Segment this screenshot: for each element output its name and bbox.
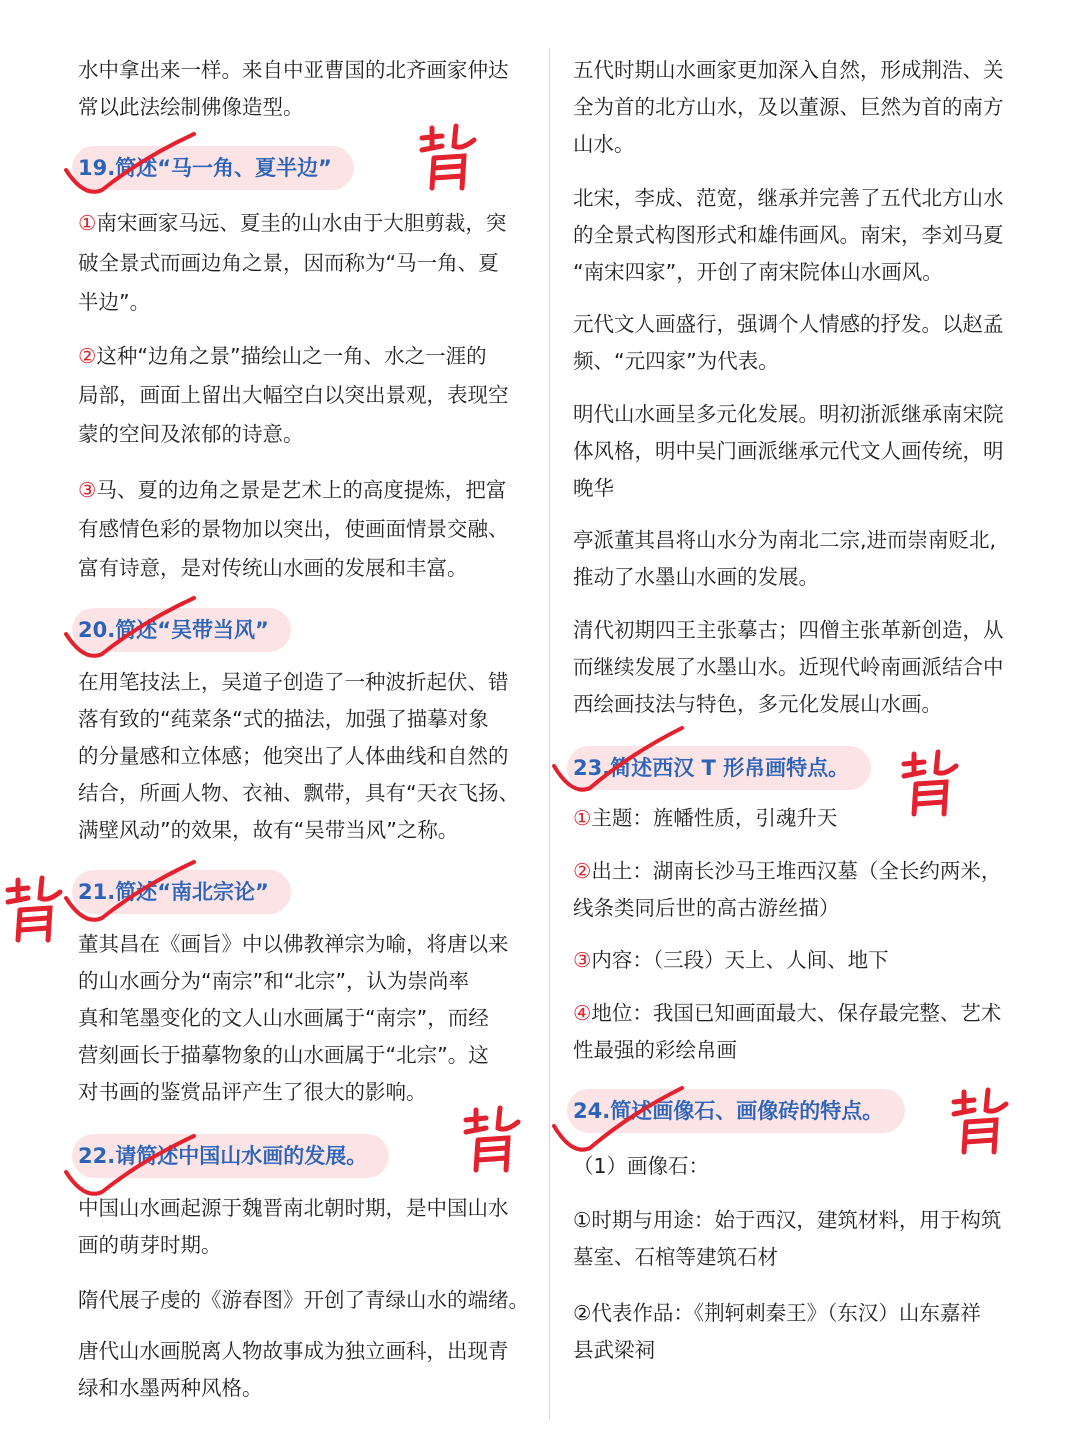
q19-heading: 19.简述“马一角、夏半边” — [72, 146, 354, 190]
q22-p3-line-1: 唐代山水画脱离人物故事成为独立画科，出现青 — [78, 1339, 509, 1363]
q23-heading: 23.简述西汉 T 形帛画特点。 — [567, 746, 871, 790]
dev-p3-line-2: 频、“元四家”为代表。 — [573, 349, 779, 373]
q20-line-1: 在用笔技法上，吴道子创造了一种波折起伏、错 — [78, 670, 509, 694]
q19-p2-line-1 — [78, 338, 487, 375]
q21-line-2: 的山水画分为“南宗”和“北宗”，认为崇尚率 — [78, 969, 469, 993]
q20-line-2: 落有致的“莼菜条“式的描法，加强了描摹对象 — [78, 707, 489, 731]
q23-item-3 — [573, 942, 889, 979]
text: 南宋画家马远、夏圭的山水由于大胆剪裁，突 — [96, 211, 507, 235]
text: 内容：（三段）天上、人间、地下 — [591, 948, 889, 972]
q22-p3-line-2: 绿和水墨两种风格。 — [78, 1376, 263, 1400]
q22-p1-line-1: 中国山水画起源于魏晋南北朝时期，是中国山水 — [78, 1196, 509, 1220]
q22-heading: 22.请简述中国山水画的发展。 — [72, 1134, 389, 1178]
text: 这种“边角之景”描绘山之一角、水之一涯的 — [96, 344, 487, 368]
q21-line-4: 营刻画长于描摹物象的山水画属于“北宗”。这 — [78, 1043, 489, 1067]
dev-p2-line-3: “南宋四家”，开创了南宋院体山水画风。 — [573, 260, 943, 284]
dev-p2-line-1: 北宋，李成、范宽，继承并完善了五代北方山水 — [573, 186, 1004, 210]
dev-p4-line-2: 体风格，明中吴门画派继承元代文人画传统，明 — [573, 439, 1004, 463]
q21-line-5: 对书画的鉴赏品评产生了很大的影响。 — [78, 1080, 427, 1104]
q20-line-5: 满壁风动”的效果，故有“吴带当风”之称。 — [78, 818, 459, 842]
q22-p1-line-2: 画的萌芽时期。 — [78, 1233, 222, 1257]
number-marker: ③ — [78, 478, 97, 502]
q19-p3-line-2: 有感情色彩的景物加以突出，使画面情景交融、 — [78, 517, 509, 541]
q23-item-1 — [573, 800, 837, 837]
q19-p3-line-3: 富有诗意，是对传统山水画的发展和丰富。 — [78, 556, 468, 580]
bei-handwritten-mark — [900, 748, 962, 818]
q21-heading: 21.简述“南北宗论” — [72, 870, 291, 914]
number-marker: ② — [78, 344, 97, 368]
q20-line-4: 结合，所画人物、衣袖、飘带，具有“天衣飞扬、 — [78, 781, 520, 805]
q20-heading: 20.简述“吴带当风” — [72, 608, 291, 652]
q24-subheading: （1）画像石： — [573, 1154, 710, 1178]
dev-p6-line-2: 而继续发展了水墨山水。近现代岭南画派结合中 — [573, 655, 1004, 679]
q23-item-2-line-2: 线条类同后世的高古游丝描） — [573, 896, 840, 920]
number-marker: ④ — [573, 1001, 592, 1025]
q21-line-3: 真和笔墨变化的文人山水画属于“南宗”，而经 — [78, 1006, 489, 1030]
q19-p1-line-3: 半边”。 — [78, 290, 151, 314]
dev-p6-line-3: 西绘画技法与特色，多元化发展山水画。 — [573, 692, 942, 716]
q23-item-4-line-2: 性最强的彩绘帛画 — [573, 1038, 737, 1062]
q19-p1-line-2: 破全景式而画边角之景，因而称为“马一角、夏 — [78, 251, 499, 275]
bei-handwritten-mark — [418, 122, 480, 192]
text: 出土：湖南长沙马王堆西汉墓（全长约两米， — [591, 859, 1002, 883]
text: 主题：旌幡性质，引魂升天 — [591, 806, 838, 830]
bei-handwritten-mark — [4, 874, 66, 944]
number-marker: ③ — [573, 948, 592, 972]
q24-item-1-line-1: ①时期与用途：始于西汉，建筑材料，用于构筑 — [573, 1208, 1002, 1232]
number-marker: ① — [573, 806, 592, 830]
text: 地位：我国已知画面最大、保存最完整、艺术 — [591, 1001, 1002, 1025]
q20-line-3: 的分量感和立体感；他突出了人体曲线和自然的 — [78, 744, 509, 768]
q24-item-1-line-2: 墓室、石棺等建筑石材 — [573, 1245, 778, 1269]
dev-p1-line-3: 山水。 — [573, 132, 635, 156]
text: 马、夏的边角之景是艺术上的高度提炼，把富 — [96, 478, 507, 502]
intro-line-1: 水中拿出来一样。来自中亚曹国的北齐画家仲达 — [78, 58, 509, 82]
dev-p4-line-1: 明代山水画呈多元化发展。明初浙派继承南宋院 — [573, 402, 1004, 426]
q24-item-2-line-2: 县武梁祠 — [573, 1338, 655, 1362]
dev-p1-line-1: 五代时期山水画家更加深入自然，形成荆浩、关 — [573, 58, 1004, 82]
bei-handwritten-mark — [950, 1086, 1012, 1156]
q21-line-1: 董其昌在《画旨》中以佛教禅宗为喻，将唐以来 — [78, 932, 509, 956]
number-marker: ② — [573, 859, 592, 883]
q19-p1-line-1 — [78, 205, 506, 242]
dev-p1-line-2: 全为首的北方山水，及以董源、巨然为首的南方 — [573, 95, 1004, 119]
q22-p2-line-1: 隋代展子虔的《游春图》开创了青绿山水的端绪。 — [78, 1288, 529, 1312]
q23-item-2-line-1 — [573, 853, 1001, 890]
dev-p6-line-1: 清代初期四王主张摹古；四僧主张革新创造，从 — [573, 618, 1004, 642]
dev-p4-line-3: 晚华 — [573, 476, 614, 500]
q24-item-2-line-1: ②代表作品：《荆轲刺秦王》（东汉）山东嘉祥 — [573, 1301, 981, 1325]
number-marker: ① — [78, 211, 97, 235]
bei-handwritten-mark — [462, 1104, 524, 1174]
dev-p5-line-1: 亭派董其昌将山水分为南北二宗,进而崇南贬北, — [573, 528, 997, 552]
q23-item-4-line-1 — [573, 995, 1001, 1032]
q19-p3-line-1 — [78, 472, 506, 509]
dev-p5-line-2: 推动了水墨山水画的发展。 — [573, 565, 819, 589]
q19-p2-line-3: 蒙的空间及浓郁的诗意。 — [78, 422, 304, 446]
dev-p3-line-1: 元代文人画盛行，强调个人情感的抒发。以赵孟 — [573, 312, 1004, 336]
column-divider — [549, 48, 550, 1420]
q19-p2-line-2: 局部，画面上留出大幅空白以突出景观，表现空 — [78, 383, 509, 407]
dev-p2-line-2: 的全景式构图形式和雄伟画风。南宋，李刘马夏 — [573, 223, 1004, 247]
intro-line-2: 常以此法绘制佛像造型。 — [78, 95, 304, 119]
q24-heading: 24.简述画像石、画像砖的特点。 — [567, 1089, 905, 1133]
